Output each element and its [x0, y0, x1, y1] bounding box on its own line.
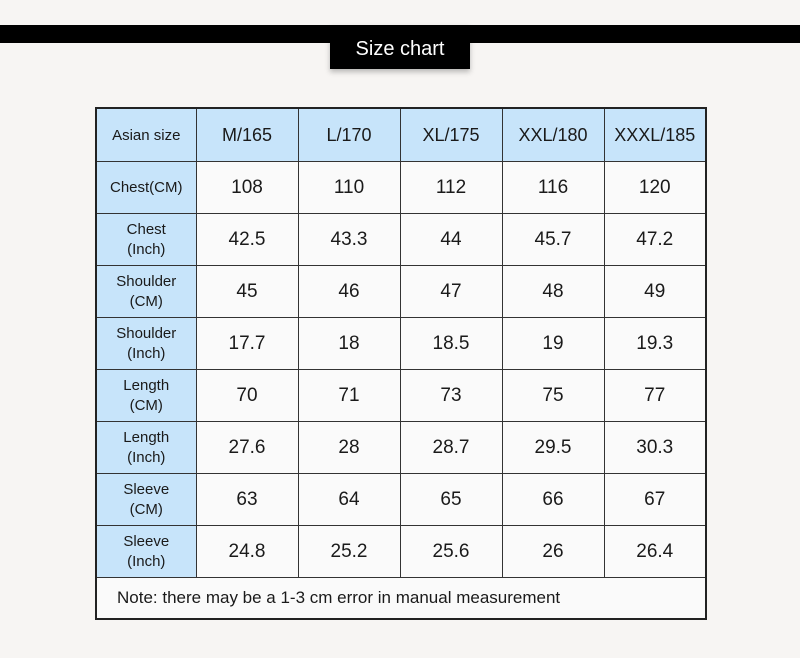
measurement-cell: 26.4: [604, 526, 706, 578]
row-label: Chest(CM): [96, 162, 196, 214]
table-row: [96, 214, 706, 266]
measurement-cell: 46: [298, 266, 400, 318]
measurement-cell: 49: [604, 266, 706, 318]
table-body: [96, 108, 706, 619]
size-chart-table: [95, 107, 707, 620]
measurement-cell: 43.3: [298, 214, 400, 266]
measurement-cell: 24.8: [196, 526, 298, 578]
size-header: XXL/180: [502, 108, 604, 162]
measurement-cell: 67: [604, 474, 706, 526]
corner-label: Asian size: [96, 108, 196, 162]
size-header: L/170: [298, 108, 400, 162]
row-label: Length (Inch): [96, 422, 196, 474]
size-header: XXXL/185: [604, 108, 706, 162]
measurement-cell: 70: [196, 370, 298, 422]
measurement-cell: 29.5: [502, 422, 604, 474]
row-label: Sleeve (CM): [96, 474, 196, 526]
measurement-cell: 30.3: [604, 422, 706, 474]
measurement-cell: 48: [502, 266, 604, 318]
measurement-cell: 120: [604, 162, 706, 214]
measurement-cell: 63: [196, 474, 298, 526]
table-row: [96, 422, 706, 474]
measurement-cell: 110: [298, 162, 400, 214]
row-label: Shoulder (CM): [96, 266, 196, 318]
measurement-cell: 47.2: [604, 214, 706, 266]
measurement-cell: 28: [298, 422, 400, 474]
measurement-cell: 116: [502, 162, 604, 214]
measurement-cell: 44: [400, 214, 502, 266]
table-row: [96, 266, 706, 318]
measurement-cell: 26: [502, 526, 604, 578]
measurement-cell: 18.5: [400, 318, 502, 370]
measurement-cell: 25.6: [400, 526, 502, 578]
table-row: [96, 474, 706, 526]
row-label: Shoulder (Inch): [96, 318, 196, 370]
measurement-cell: 71: [298, 370, 400, 422]
measurement-cell: 25.2: [298, 526, 400, 578]
measurement-note: Note: there may be a 1-3 cm error in manual measurement: [96, 578, 706, 620]
measurement-cell: 27.6: [196, 422, 298, 474]
measurement-cell: 65: [400, 474, 502, 526]
table-row: [96, 162, 706, 214]
measurement-cell: 108: [196, 162, 298, 214]
measurement-cell: 47: [400, 266, 502, 318]
table-row: [96, 318, 706, 370]
measurement-cell: 64: [298, 474, 400, 526]
size-header: XL/175: [400, 108, 502, 162]
page-title: Size chart: [330, 25, 470, 69]
measurement-cell: 73: [400, 370, 502, 422]
measurement-cell: 18: [298, 318, 400, 370]
row-label: Sleeve (Inch): [96, 526, 196, 578]
measurement-cell: 77: [604, 370, 706, 422]
measurement-cell: 42.5: [196, 214, 298, 266]
measurement-cell: 19: [502, 318, 604, 370]
table-row: [96, 526, 706, 578]
note-row: [96, 578, 706, 620]
measurement-cell: 45: [196, 266, 298, 318]
measurement-cell: 45.7: [502, 214, 604, 266]
measurement-cell: 75: [502, 370, 604, 422]
measurement-cell: 17.7: [196, 318, 298, 370]
row-label: Chest (Inch): [96, 214, 196, 266]
table-row: [96, 370, 706, 422]
measurement-cell: 19.3: [604, 318, 706, 370]
table-header-row: [96, 108, 706, 162]
measurement-cell: 66: [502, 474, 604, 526]
measurement-cell: 28.7: [400, 422, 502, 474]
size-header: M/165: [196, 108, 298, 162]
row-label: Length (CM): [96, 370, 196, 422]
measurement-cell: 112: [400, 162, 502, 214]
